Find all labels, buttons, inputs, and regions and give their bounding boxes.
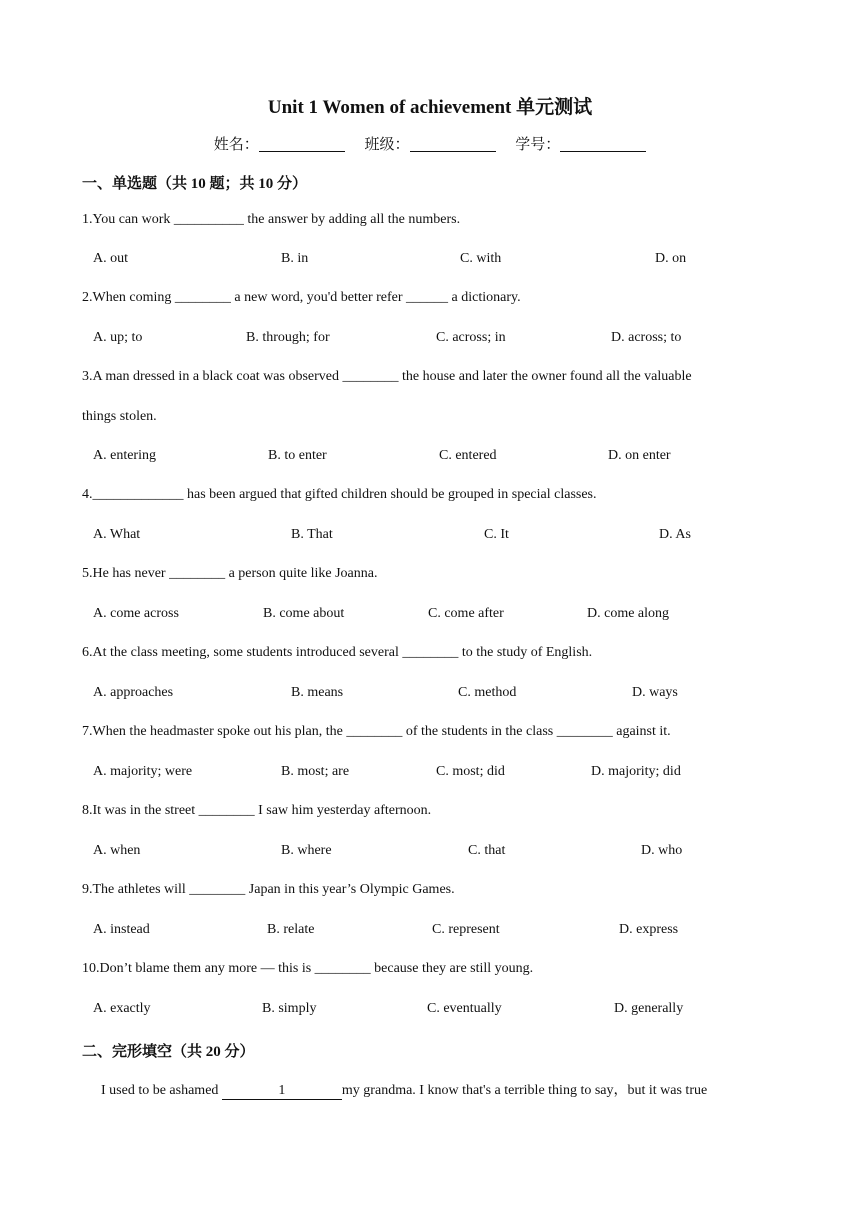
name-blank: [259, 137, 345, 152]
option-a: A. instead: [93, 922, 150, 937]
option-b: B. come about: [263, 606, 345, 621]
option-a: A. exactly: [93, 1001, 151, 1016]
option-d: D. express: [619, 922, 679, 937]
student-info-line: [0, 133, 860, 154]
option-a: A. out: [93, 251, 128, 266]
option-d: D. As: [659, 527, 691, 542]
question-8: 8.It was in the street ________ I saw him yesterday afternoon.: [82, 803, 432, 818]
option-a: A. majority; were: [93, 764, 193, 779]
name-field: [214, 133, 345, 154]
class-label: 班级：: [364, 137, 410, 153]
option-a: A. entering: [93, 448, 156, 463]
id-blank: [560, 137, 646, 152]
option-a: A. up; to: [93, 330, 143, 345]
option-b: B. relate: [267, 922, 315, 937]
cloze-passage: [101, 1079, 707, 1100]
class-field: [364, 133, 495, 154]
option-c: C. It: [484, 527, 509, 542]
option-c: C. method: [458, 685, 517, 700]
question-3-continued: things stolen.: [82, 409, 157, 424]
option-d: D. on enter: [608, 448, 671, 463]
section-heading-cloze: 二、完形填空（共 20 分）: [82, 1044, 255, 1060]
option-d: D. across; to: [611, 330, 682, 345]
option-a: A. approaches: [93, 685, 174, 700]
option-c: C. eventually: [427, 1001, 502, 1016]
option-d: D. ways: [632, 685, 678, 700]
option-d: D. on: [655, 251, 687, 266]
question-6: 6.At the class meeting, some students introduced several ________ to the study of English.: [82, 645, 593, 660]
option-c: C. entered: [439, 448, 497, 463]
option-b: B. most; are: [281, 764, 350, 779]
option-d: D. majority; did: [591, 764, 681, 779]
cloze-text-before: I used to be ashamed: [101, 1083, 222, 1098]
option-b: B. means: [291, 685, 344, 700]
option-d: D. come along: [587, 606, 670, 621]
option-c: C. that: [468, 843, 506, 858]
option-a: A. when: [93, 843, 141, 858]
option-b: B. to enter: [268, 448, 327, 463]
page-title: Unit 1 Women of achievement 单元测试: [267, 97, 593, 118]
option-b: B. in: [281, 251, 309, 266]
id-label: 学号：: [515, 137, 561, 153]
option-c: C. represent: [432, 922, 500, 937]
question-5: 5.He has never ________ a person quite like Joanna.: [82, 566, 378, 581]
question-7: 7.When the headmaster spoke out his plan, the ________ of the students in the class ________ against it.: [82, 724, 671, 739]
question-9: 9.The athletes will ________ Japan in this year’s Olympic Games.: [82, 882, 455, 897]
question-1: 1.You can work __________ the answer by adding all the numbers.: [82, 212, 461, 227]
cloze-text-after: my grandma. I know that's a terrible thing to say，but it was true: [341, 1083, 708, 1098]
option-c: C. across; in: [436, 330, 506, 345]
option-a: A. come across: [93, 606, 179, 621]
section-heading-single-choice: 一、单选题（共 10 题；共 10 分）: [82, 176, 308, 192]
option-b: B. where: [281, 843, 332, 858]
option-d: D. who: [641, 843, 683, 858]
id-field: [515, 133, 646, 154]
question-2: 2.When coming ________ a new word, you'd better refer ______ a dictionary.: [82, 290, 521, 305]
cloze-blank-1: 1: [222, 1083, 342, 1100]
option-c: C. come after: [428, 606, 504, 621]
question-3: 3.A man dressed in a black coat was observed ________ the house and later the owner found all the valuable: [82, 369, 692, 384]
option-b: B. That: [291, 527, 333, 542]
option-b: B. through; for: [246, 330, 330, 345]
option-d: D. generally: [614, 1001, 684, 1016]
option-c: C. most; did: [436, 764, 505, 779]
name-label: 姓名：: [213, 137, 259, 153]
question-10: 10.Don’t blame them any more — this is ________ because they are still young.: [82, 961, 534, 976]
option-c: C. with: [460, 251, 502, 266]
option-a: A. What: [93, 527, 141, 542]
question-4: 4._____________ has been argued that gifted children should be grouped in special classes.: [82, 487, 597, 502]
option-b: B. simply: [262, 1001, 317, 1016]
class-blank: [410, 137, 496, 152]
